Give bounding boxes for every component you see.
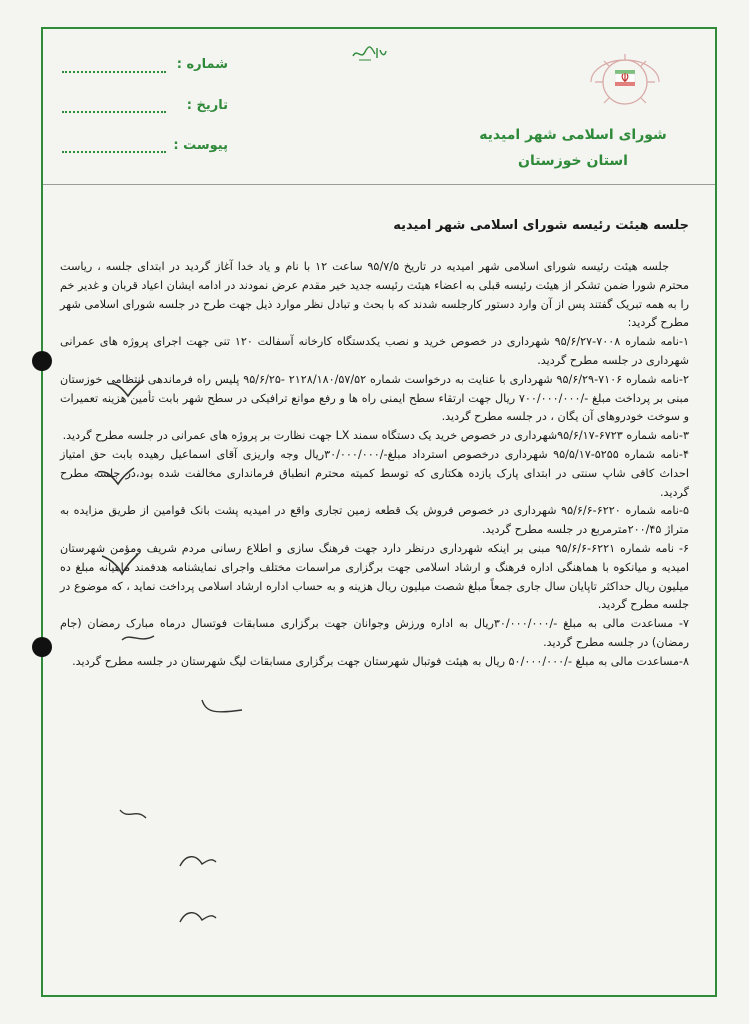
agenda-item-8: ۸-مساعدت مالی به مبلغ -/۵۰/۰۰۰/۰۰۰ ریال به هیئت فوتبال شهرستان جهت برگزاری مسابقات لیگ شهرستان در جلسه مطرح گردید. [72,654,689,668]
header-divider [43,184,715,185]
attachment-field [62,151,166,153]
document-body [60,258,689,672]
date-field [62,111,166,113]
agenda-item-1: ۱-نامه شماره ۷۰۰۸-۹۵/۶/۲۷ شهرداری در خصوص خرید و نصب یکدستگاه کارخانه آسفالت ۱۲۰ تنی جهت اجرای پروژه های عمرانی شهرداری در جلسه مطرح گردید. [60,335,690,367]
agenda-item-5: ۵-نامه شماره ۶۲۲۰-۹۵/۶/۶ شهرداری در خصوص فروش یک قطعه زمین تجاری واقع در امیدیه پشت بانک قوامین از طریق مزایده به متراژ ۲۰۰/۴۵مترمربع در جلسه مطرح گردید. [60,504,689,537]
council-header [463,122,683,174]
agenda-item-6: ۶- نامه شماره ۶۲۲۱-۹۵/۶/۶ مبنی بر اینکه شهرداری درنظر دارد جهت فرهنگ سازی و اطلاع رسانی مردم شریف ومؤمن شهرستان امیدیه و میانکوه با هماهنگی اداره فرهنگ و ارشاد اسلامی جهت برگزاری مراسمات مختلف واجرای نمایشنامه هدفمند ماهیانه مبلغ ده میلیون ریال حداکثر تاپایان سال جاری جمعاً مبلغ شصت میلیون ریال هزینه و به حساب اداره ارشاد اسلامی پرداخت نماید ، که موضوع در جلسه مطرح گردید. [60,541,689,612]
punch-hole-icon [32,351,52,371]
agenda-item-2: ۲-نامه شماره ۷۱۰۶-۹۵/۶/۲۹ شهرداری با عنایت به درخواست شماره ۲۱۲۸/۱۸۰/۵۷/۵۲ -۹۵/۶/۲۵ پلیس راه فرماندهی انتظامی خوزستان مبنی بر پرداخت مبلغ -/۷۰۰/۰۰۰/۰۰۰ ریال جهت ارتقاء سطح ایمنی راه ها و رفع موانع ترافیکی در سطح شهر بابت تأمین هزینه تعمیرات و سوخت خودروهای آن یگان ، در جلسه مطرح گردید. [60,372,689,424]
intro-paragraph: جلسه هیئت رئیسه شورای اسلامی شهر امیدیه در تاریخ ۹۵/۷/۵ ساعت ۱۲ با نام و یاد خدا آغاز گردید در ابتدای جلسه ، ریاست محترم شورا ضمن تشکر از هیئت رئیسه قبلی به اعضاء هیئت رئیسه جدید خیر مقدم عرض نمودند در ادامه ایشان اعیاد قربان و غدیر خم را به همه تبریک گفتند پس از آن وارد دستور کارجلسه شدند که با بحث و تبادل نظر موارد ذیل جهت طرح در جلسه شورای اسلامی شهر مطرح گردید: [60,260,689,330]
handwritten-underline-mark [178,908,218,930]
handwritten-underline-mark [200,696,244,718]
handwritten-check-mark [106,378,146,400]
date-label: تاریخ : [186,98,228,113]
province-name: استان خوزستان [518,153,628,169]
handwritten-underline-mark [178,852,218,874]
agenda-item-4: ۴-نامه شماره ۵۲۵۵-۹۵/۵/۱۷ شهرداری درخصوص استرداد مبلغ-/۳۰/۰۰۰/۰۰۰ریال وجه واریزی آقای اسماعیل رهیده بابت حق امتیاز احداث کافی شاپ سنتی در ابتدای پارک یازده هکتاری که توسط کمیته محترم انطباق فرمانداری مخالفت شده بود،در جلسه مطرح گردید. [60,447,689,499]
number-label: شماره : [176,57,228,72]
punch-hole-icon [32,637,52,657]
agenda-item-3: ۳-نامه شماره ۶۷۲۳-۹۵/۶/۱۷شهرداری در خصوص خرید یک دستگاه سمند LX جهت نظارت بر پروژه های عمرانی در جلسه مطرح گردید. [62,429,689,443]
agenda-item-7: ۷- مساعدت مالی به مبلغ -/۳۰/۰۰۰/۰۰۰ریال به اداره ورزش وجوانان جهت برگزاری مسابقات فوتسال درماه مبارک رمضان (جام رمضان) در جلسه مطرح گردید. [60,617,689,649]
attachment-label: پیوست : [173,138,228,153]
number-field [62,71,166,73]
council-name: شورای اسلامی شهر امیدیه [479,127,667,143]
handwritten-underline-mark [118,806,148,824]
iran-emblem-icon [585,52,665,108]
document-title: جلسه هیئت رئیسه شورای اسلامی شهر امیدیه [393,218,689,233]
bismillah-calligraphy [349,42,389,64]
handwritten-check-mark [96,466,136,488]
handwritten-check-mark [100,552,140,578]
handwritten-underline-mark [120,630,156,646]
